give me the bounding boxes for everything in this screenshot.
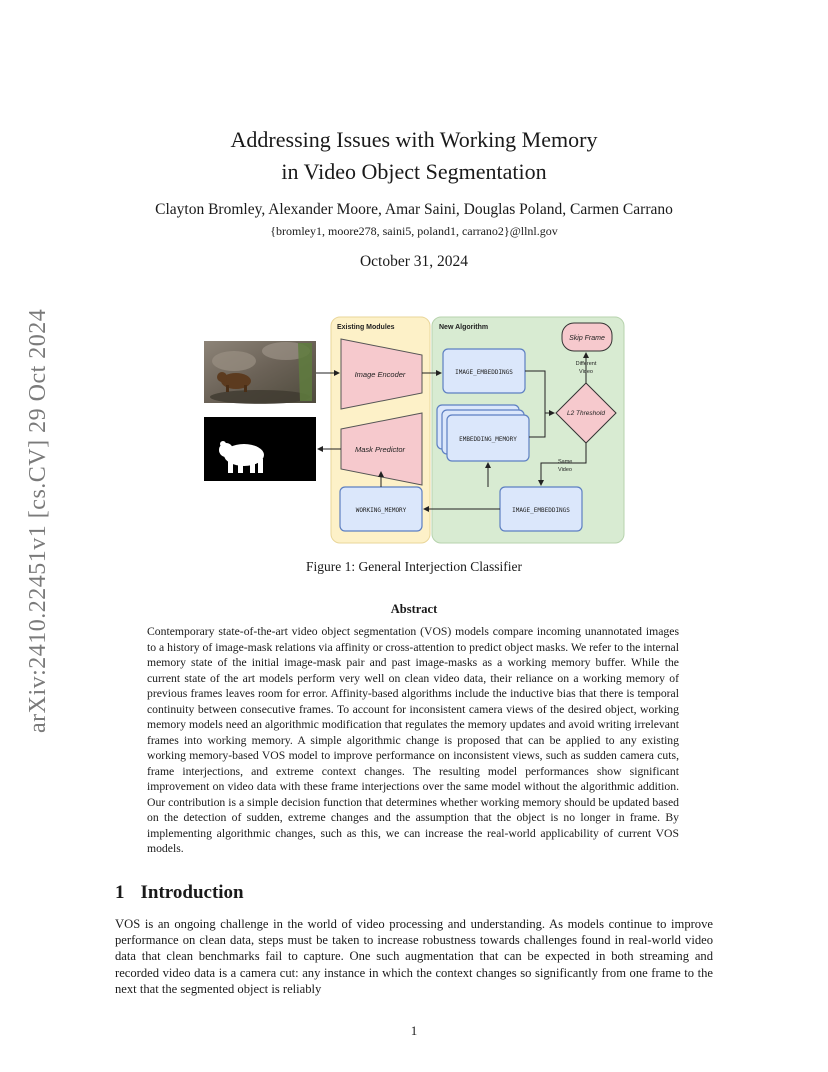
different-video-label-1: Different xyxy=(575,361,597,367)
page-number: 1 xyxy=(410,1023,418,1038)
title-line-1: Addressing Issues with Working Memory xyxy=(230,127,598,152)
same-video-label-2: Video xyxy=(558,467,572,473)
different-video-label-2: Video xyxy=(579,369,593,375)
abstract-text: Contemporary state-of-the-art video object segmentation (VOS) models compare incoming unannotated images to a history of image-mask relations via affinity or cross-attention to predict object masks. We refer to the internal memory state of the initial image-mask pair and past image-masks as a working memory buffer. While the current state of the art models perform very well on clean video data, their reliance on a working memory of previous frames leaves room for error. Affinity-based algorithms include the inductive bias that there is temporal continuity between consecutive frames. To account for inconsistent camera views of the desired object, working memory models need an algorithmic modification that regulates the memory updates and avoid writing irrelevant frames into working memory. A simple algorithmic change is proposed that can be applied to any existing working memory-based VOS model to improve performance on inconsistent views, such as sudden camera cuts, frame interjections, and extreme context changes. The resulting model performances show significant improvement on video data with these frame interjections over the same model without the algorithmic addition. Our contribution is a simple decision function that determines whether working memory should be updated based on the detection of sudden, extreme changes and the assumption that the object is no longer in frame. By implementing algorithmic changes, such as this, we can increase the real-world applicability of current VOS models. xyxy=(147,625,679,855)
l2-threshold-label: L2 Threshold xyxy=(567,410,605,417)
output-mask-image xyxy=(204,417,316,481)
image-embeddings-bottom-label: IMAGE_EMBEDDINGS xyxy=(512,507,570,514)
figure-1 xyxy=(200,313,630,546)
title-line-2: in Video Object Segmentation xyxy=(281,159,547,184)
new-algorithm-label: New Algorithm xyxy=(439,324,489,331)
paper-title xyxy=(0,124,828,188)
figure-diagram xyxy=(200,313,630,546)
embedding-memory-label: EMBEDDING_MEMORY xyxy=(459,436,517,443)
input-frame-image xyxy=(204,341,316,404)
image-embeddings-top-label: IMAGE_EMBEDDINGS xyxy=(455,369,513,376)
arxiv-identifier: arXiv:2410.22451v1 [cs.CV] 29 Oct 2024 xyxy=(25,308,51,734)
author-emails: {bromley1, moore278, saini5, poland1, carrano2}@llnl.gov xyxy=(270,224,558,238)
section-title: Introduction xyxy=(140,882,244,903)
introduction-text: VOS is an ongoing challenge in the world of video processing and understanding. As models continue to improve performance on clean data, steps must be taken to increase robustness towards challenges found in real-world video data that clean benchmarks fail to capture. One such augmentation that can be expected in both streaming and recorded video data is a camera cut: any instance in which the context changes so significantly from one frame to the next that the segmented object is reliably xyxy=(115,917,713,996)
figure-caption: Figure 1: General Interjection Classifier xyxy=(306,559,522,574)
existing-modules-label: Existing Modules xyxy=(337,324,395,331)
section-heading-introduction xyxy=(115,882,244,904)
section-number: 1 xyxy=(115,882,125,903)
same-video-label-1: Same xyxy=(558,459,573,465)
mask-predictor-label: Mask Predictor xyxy=(354,445,406,454)
abstract-heading: Abstract xyxy=(390,602,438,616)
paper-date: October 31, 2024 xyxy=(359,253,469,270)
image-encoder-label: Image Encoder xyxy=(354,370,406,379)
working-memory-label: WORKING_MEMORY xyxy=(355,507,407,514)
author-list: Clayton Bromley, Alexander Moore, Amar Saini, Douglas Poland, Carmen Carrano xyxy=(155,201,673,218)
skip-frame-label: Skip Frame xyxy=(569,335,605,342)
